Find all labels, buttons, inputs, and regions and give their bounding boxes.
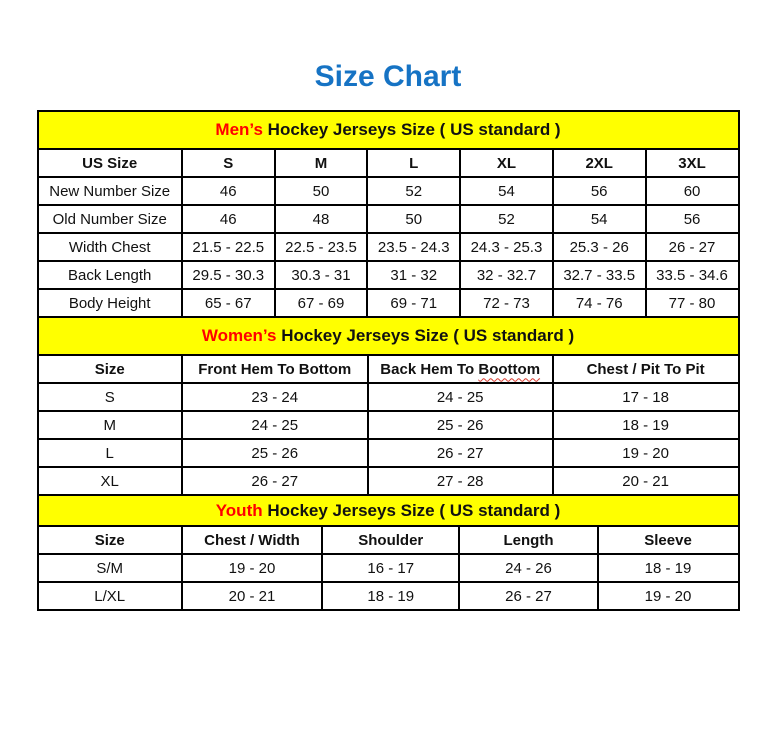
table-cell: 54 xyxy=(553,205,646,233)
table-cell: 29.5 - 30.3 xyxy=(182,261,275,289)
column-header: Front Hem To Bottom xyxy=(182,355,368,383)
row-label: M xyxy=(38,411,182,439)
column-header: XL xyxy=(460,149,553,177)
column-header: L xyxy=(367,149,460,177)
column-header: Chest / Pit To Pit xyxy=(553,355,739,383)
mens-banner-highlight: Men’s xyxy=(215,120,263,139)
womens-size-table xyxy=(37,316,740,496)
table-cell: 25.3 - 26 xyxy=(553,233,646,261)
table-cell: 46 xyxy=(182,177,275,205)
mens-banner-cell xyxy=(38,111,739,149)
column-header: Shoulder xyxy=(322,526,459,554)
table-cell: 18 - 19 xyxy=(322,582,459,610)
youth-size-table xyxy=(37,494,740,611)
row-label: New Number Size xyxy=(38,177,182,205)
size-chart-page xyxy=(0,60,776,611)
table-cell: 26 - 27 xyxy=(459,582,597,610)
row-label: Width Chest xyxy=(38,233,182,261)
table-row xyxy=(38,582,739,610)
table-row xyxy=(38,233,739,261)
table-cell: 50 xyxy=(367,205,460,233)
table-cell: 77 - 80 xyxy=(646,289,739,317)
column-header: Size xyxy=(38,355,182,383)
table-cell: 24 - 25 xyxy=(368,383,553,411)
youth-header-row xyxy=(38,526,739,554)
table-cell: 26 - 27 xyxy=(646,233,739,261)
row-label: XL xyxy=(38,467,182,495)
row-label: Body Height xyxy=(38,289,182,317)
table-cell: 19 - 20 xyxy=(182,554,322,582)
table-cell: 32 - 32.7 xyxy=(460,261,553,289)
table-cell: 67 - 69 xyxy=(275,289,368,317)
youth-banner-text: Hockey Jerseys Size ( US standard ) xyxy=(262,500,561,520)
table-row xyxy=(38,554,739,582)
table-cell: 56 xyxy=(553,177,646,205)
column-header: 2XL xyxy=(553,149,646,177)
misspelled-word: Boottom xyxy=(478,360,541,378)
column-header: M xyxy=(275,149,368,177)
mens-size-table xyxy=(37,110,740,318)
table-cell: 69 - 71 xyxy=(367,289,460,317)
page-title: Size Chart xyxy=(314,60,462,93)
table-cell: 31 - 32 xyxy=(367,261,460,289)
table-row xyxy=(38,205,739,233)
table-cell: 48 xyxy=(275,205,368,233)
table-cell: 26 - 27 xyxy=(182,467,368,495)
table-cell: 27 - 28 xyxy=(368,467,553,495)
table-cell: 74 - 76 xyxy=(553,289,646,317)
row-label: S/M xyxy=(38,554,182,582)
table-cell: 52 xyxy=(367,177,460,205)
table-cell: 19 - 20 xyxy=(598,582,739,610)
column-header: S xyxy=(182,149,275,177)
table-row xyxy=(38,177,739,205)
table-cell: 23 - 24 xyxy=(182,383,368,411)
column-header: Size xyxy=(38,526,182,554)
row-label: S xyxy=(38,383,182,411)
table-cell: 50 xyxy=(275,177,368,205)
womens-banner-text: Hockey Jerseys Size ( US standard ) xyxy=(276,326,575,345)
table-cell: 20 - 21 xyxy=(182,582,322,610)
table-cell: 52 xyxy=(460,205,553,233)
table-cell: 20 - 21 xyxy=(553,467,739,495)
column-header-text: Back Hem To xyxy=(380,360,479,378)
table-cell: 21.5 - 22.5 xyxy=(182,233,275,261)
table-row xyxy=(38,261,739,289)
table-cell: 26 - 27 xyxy=(368,439,553,467)
table-row xyxy=(38,467,739,495)
table-row xyxy=(38,411,739,439)
table-row xyxy=(38,289,739,317)
column-header: Length xyxy=(459,526,597,554)
table-cell: 16 - 17 xyxy=(322,554,459,582)
womens-banner-cell xyxy=(38,317,739,355)
womens-table-banner xyxy=(38,317,739,355)
table-row xyxy=(38,439,739,467)
mens-header-row xyxy=(38,149,739,177)
table-cell: 72 - 73 xyxy=(460,289,553,317)
table-cell: 18 - 19 xyxy=(553,411,739,439)
column-header: US Size xyxy=(38,149,182,177)
table-cell: 24 - 25 xyxy=(182,411,368,439)
table-row xyxy=(38,383,739,411)
mens-table-banner xyxy=(38,111,739,149)
column-header xyxy=(368,355,553,383)
row-label: Back Length xyxy=(38,261,182,289)
column-header: Chest / Width xyxy=(182,526,322,554)
column-header: 3XL xyxy=(646,149,739,177)
row-label: L/XL xyxy=(38,582,182,610)
size-chart-tables xyxy=(37,110,740,611)
table-cell: 46 xyxy=(182,205,275,233)
table-cell: 18 - 19 xyxy=(598,554,739,582)
table-cell: 54 xyxy=(460,177,553,205)
table-cell: 25 - 26 xyxy=(182,439,368,467)
column-header: Sleeve xyxy=(598,526,739,554)
table-cell: 22.5 - 23.5 xyxy=(275,233,368,261)
womens-header-row xyxy=(38,355,739,383)
table-cell: 24.3 - 25.3 xyxy=(460,233,553,261)
womens-banner-highlight: Women’s xyxy=(201,326,277,345)
row-label: L xyxy=(38,439,182,467)
table-cell: 60 xyxy=(646,177,739,205)
youth-table-banner xyxy=(38,495,739,526)
table-cell: 56 xyxy=(646,205,739,233)
table-cell: 30.3 - 31 xyxy=(275,261,368,289)
mens-banner-text: Hockey Jerseys Size ( US standard ) xyxy=(262,120,561,139)
table-cell: 17 - 18 xyxy=(553,383,739,411)
table-cell: 23.5 - 24.3 xyxy=(367,233,460,261)
table-cell: 25 - 26 xyxy=(368,411,553,439)
youth-banner-highlight: Youth xyxy=(215,500,263,520)
row-label: Old Number Size xyxy=(38,205,182,233)
table-cell: 19 - 20 xyxy=(553,439,739,467)
table-cell: 32.7 - 33.5 xyxy=(553,261,646,289)
table-cell: 24 - 26 xyxy=(459,554,597,582)
table-cell: 33.5 - 34.6 xyxy=(646,261,739,289)
table-cell: 65 - 67 xyxy=(182,289,275,317)
youth-banner-cell xyxy=(38,495,739,526)
